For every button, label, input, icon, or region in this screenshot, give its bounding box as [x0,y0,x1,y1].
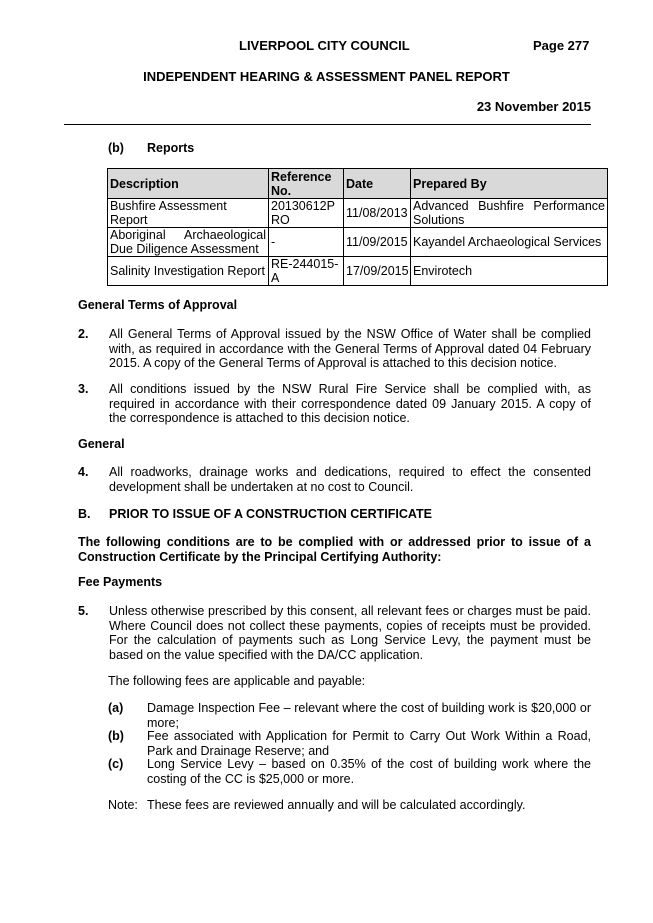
section-b-intro: The following conditions are to be complied with or addressed prior to issue of a Construction Certificate by the Principal Certifying Authority: [78,535,591,564]
reports-label: (b) [108,141,124,155]
column-header: Date [344,169,411,199]
table-cell: Aboriginal Archaeological Due Diligence Assessment [108,228,269,257]
reports-title: Reports [147,141,195,155]
section-b-label: B. [78,507,91,521]
fee-label: (a) [108,701,124,715]
table-cell: Bushfire Assessment Report [108,199,269,228]
table-header-row [108,169,608,199]
fee-label: (c) [108,757,124,771]
column-header: Prepared By [411,169,608,199]
condition-text: All conditions issued by the NSW Rural Fire Service shall be complied with, as required in accordance with their correspondence dated 09 January 2015. A copy of the correspondence is attached to this decision notice. [109,382,591,425]
fee-payments-heading: Fee Payments [78,575,163,589]
section-b-title: PRIOR TO ISSUE OF A CONSTRUCTION CERTIFICATE [109,507,432,521]
condition-text: Unless otherwise prescribed by this consent, all relevant fees or charges must be paid. Where Council does not collect these payments, copies of receipts must be provided. For the calculation of payments such as Long Service Levy, the payment must be based on the value specified with the DA/CC application. [109,604,591,662]
general-terms-heading: General Terms of Approval [78,298,238,312]
table-cell: Envirotech [411,257,608,286]
fee-text: Damage Inspection Fee – relevant where the cost of building work is $20,000 or more; [147,701,591,730]
fee-text: Fee associated with Application for Permit to Carry Out Work Within a Road, Park and Drainage Reserve; and [147,729,591,758]
table-cell: RE-244015-A [269,257,344,286]
condition-number: 2. [78,327,89,341]
condition-number: 3. [78,382,89,396]
note-text: These fees are reviewed annually and will be calculated accordingly. [147,798,526,812]
fees-lead: The following fees are applicable and payable: [108,674,366,688]
table-row [108,228,608,257]
condition-text: All roadworks, drainage works and dedications, required to effect the consented development shall be undertaken at no cost to Council. [109,465,591,494]
table-cell: Salinity Investigation Report [108,257,269,286]
general-heading: General [78,437,125,451]
report-date: 23 November 2015 [476,99,591,114]
condition-text: All General Terms of Approval issued by the NSW Office of Water shall be complied with, as required in accordance with the General Terms of Approval dated 04 February 2015. A copy of the General Terms of Approval is attached to this decision notice. [109,327,591,370]
table-row [108,257,608,286]
council-name: LIVERPOOL CITY COUNCIL [239,38,410,53]
table-cell: 17/09/2015 [344,257,411,286]
note-label: Note: [108,798,138,812]
column-header: Reference No. [269,169,344,199]
table-cell: 11/08/2013 [344,199,411,228]
table-cell: - [269,228,344,257]
table-cell: 11/09/2015 [344,228,411,257]
page-number: Page 277 [533,38,590,53]
table-cell: Advanced Bushfire Performance Solutions [411,199,608,228]
column-header: Description [108,169,269,199]
table-cell: Kayandel Archaeological Services [411,228,608,257]
condition-number: 4. [78,465,89,479]
table-cell: 20130612P RO [269,199,344,228]
table-row [108,199,608,228]
report-title: INDEPENDENT HEARING & ASSESSMENT PANEL REPORT [143,69,510,84]
fee-text: Long Service Levy – based on 0.35% of the cost of building work where the costing of the CC is $25,000 or more. [147,757,591,786]
fee-label: (b) [108,729,124,743]
header-divider [64,124,591,125]
condition-number: 5. [78,604,89,618]
reports-table [107,168,608,286]
reports-heading [108,141,194,155]
